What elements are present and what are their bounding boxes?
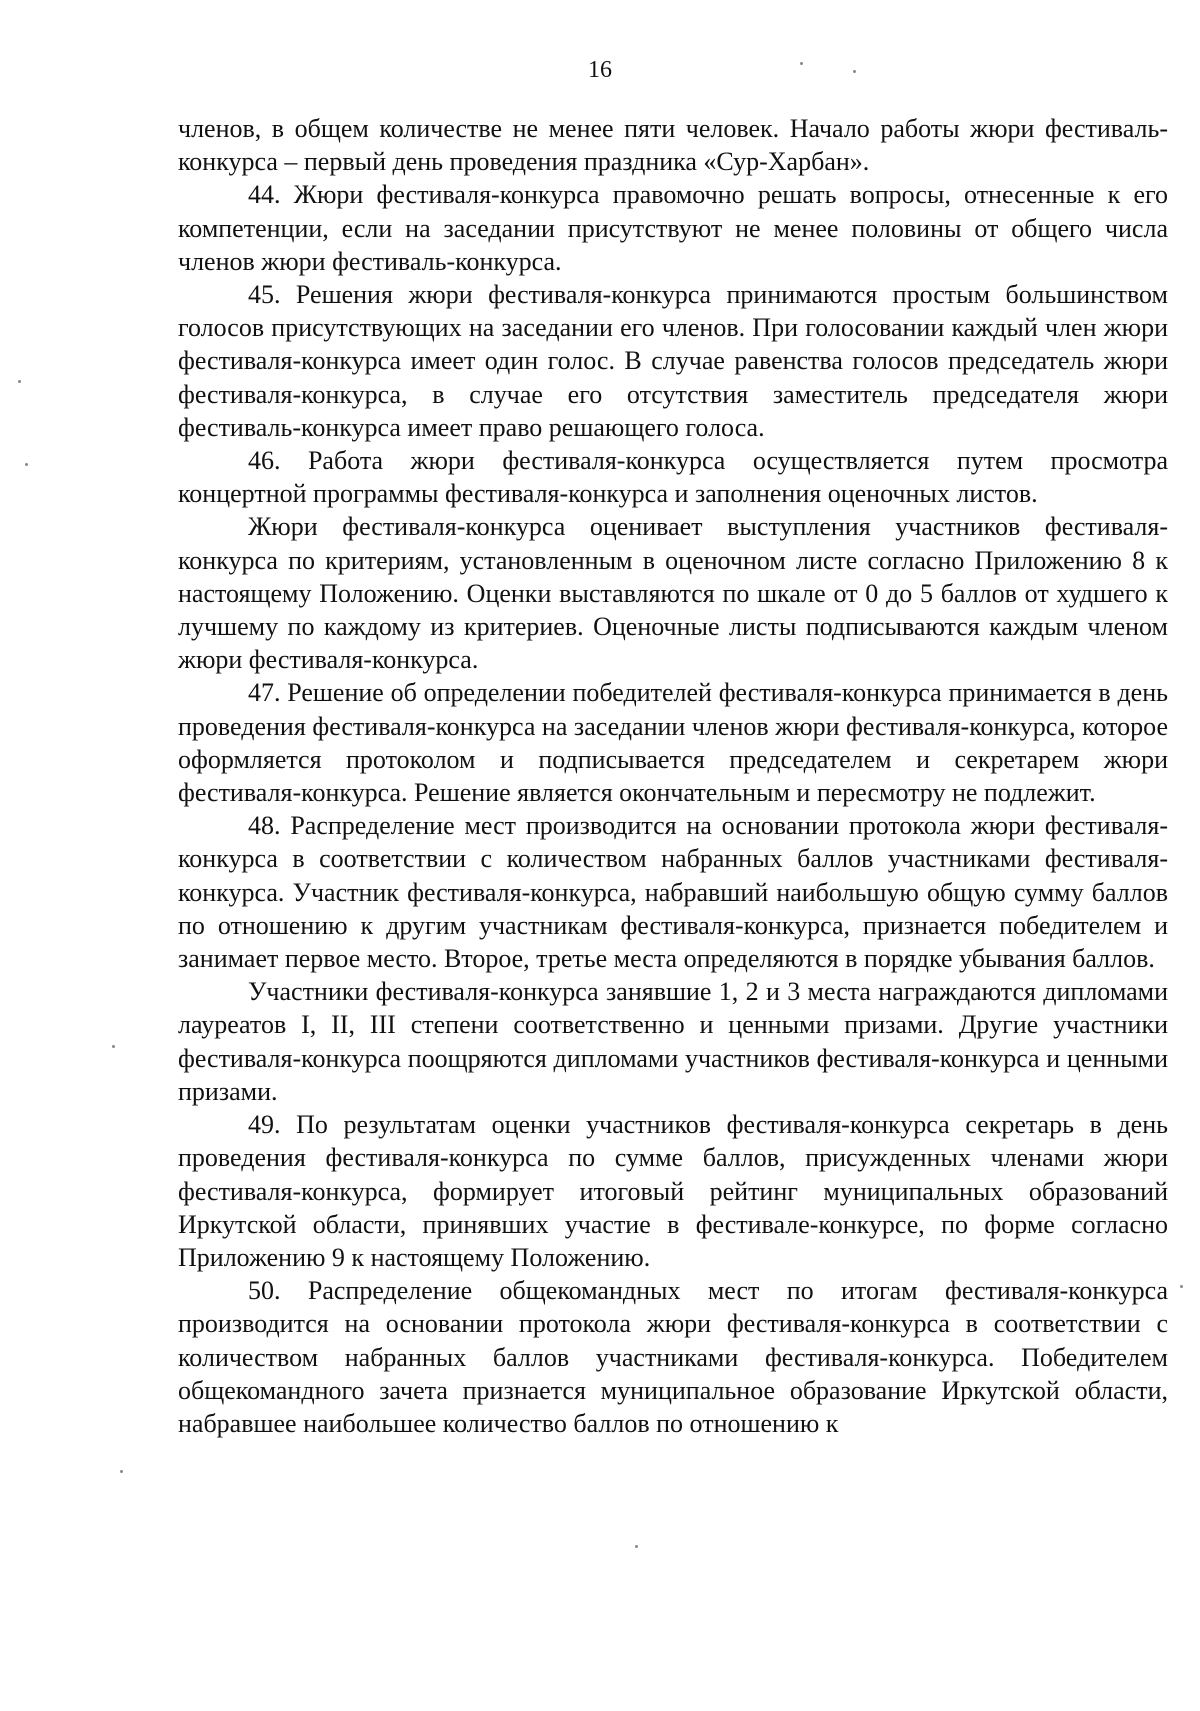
paragraph: Участники фестиваля-конкурса занявшие 1, 2 и 3 места награждаются дипломами лауреатов I, II, III степени соответственно и ценными призами. Другие участники фестиваля-конкурса поощряются дипломами участников фестиваля-конкурса и ценными призами. xyxy=(178,977,1168,1106)
page-number: 16 xyxy=(588,57,612,83)
scan-speck xyxy=(635,1545,638,1548)
paragraph-50: 50. Распределение общекомандных мест по итогам фестиваля-конкурса производится на основании протокола жюри фестиваля-конкурса в соответствии с количеством набранных баллов участниками фестиваля-конкурса. Победителем общекомандного зачета признается муниципальное образование Иркутской области, набравшее наибольшее количество баллов по отношению к xyxy=(178,1276,1168,1438)
document-body xyxy=(178,112,1168,1440)
scan-speck xyxy=(853,70,856,73)
scan-speck xyxy=(120,1470,123,1473)
paragraph-49: 49. По результатам оценки участников фестиваля-конкурса секретарь в день проведения фестиваля-конкурса по сумме баллов, присужденных членами жюри фестиваля-конкурса, формирует итоговый рейтинг муниципальных образований Иркутской области, принявших участие в фестивале-конкурсе, по форме согласно Приложению 9 к настоящему Положению. xyxy=(178,1110,1168,1272)
paragraph-48: 48. Распределение мест производится на основании протокола жюри фестиваля-конкурса в соответствии с количеством набранных баллов участниками фестиваля-конкурса. Участник фестиваля-конкурса, набравший наибольшую общую сумму баллов по отношению к другим участникам фестиваля-конкурса, признается победителем и занимает первое место. Второе, третье места определяются в порядке убывания баллов. xyxy=(178,811,1168,974)
scan-speck xyxy=(18,380,21,383)
scan-speck xyxy=(25,463,28,466)
paragraph-47: 47. Решение об определении победителей фестиваля-конкурса принимается в день проведения фестиваля-конкурса на заседании членов жюри фестиваля-конкурса, которое оформляется протоколом и подписывается председателем и секретарем жюри фестиваля-конкурса. Решение является окончательным и пересмотру не подлежит. xyxy=(178,678,1168,808)
scan-speck xyxy=(1180,1285,1183,1288)
paragraph-44: 44. Жюри фестиваля-конкурса правомочно решать вопросы, отнесенные к его компетенции, если на заседании присутствуют не менее половины от общего числа членов жюри фестиваль-конкурса. xyxy=(178,180,1168,276)
scan-speck xyxy=(112,1045,115,1048)
paragraph: членов, в общем количестве не менее пяти человек. Начало работы жюри фестиваль-конкурса – первый день проведения праздника «Сур-Харбан». xyxy=(178,114,1168,177)
paragraph: Жюри фестиваля-конкурса оценивает выступления участников фестиваля-конкурса по критериям, установленным в оценочном листе согласно Приложению 8 к настоящему Положению. Оценки выставляются по шкале от 0 до 5 баллов от худшего к лучшему по каждому из критериев. Оценочные листы подписываются каждым членом жюри фестиваля-конкурса. xyxy=(178,512,1168,675)
paragraph-46: 46. Работа жюри фестиваля-конкурса осуществляется путем просмотра концертной программы фестиваля-конкурса и заполнения оценочных листов. xyxy=(178,446,1168,509)
scan-speck xyxy=(800,62,803,65)
paragraph-45: 45. Решения жюри фестиваля-конкурса принимаются простым большинством голосов присутствующих на заседании его членов. При голосовании каждый член жюри фестиваля-конкурса имеет один голос. В случае равенства голосов председатель жюри фестиваля-конкурса, в случае его отсутствия заместитель председателя жюри фестиваль-конкурса имеет право решающего голоса. xyxy=(178,280,1168,442)
